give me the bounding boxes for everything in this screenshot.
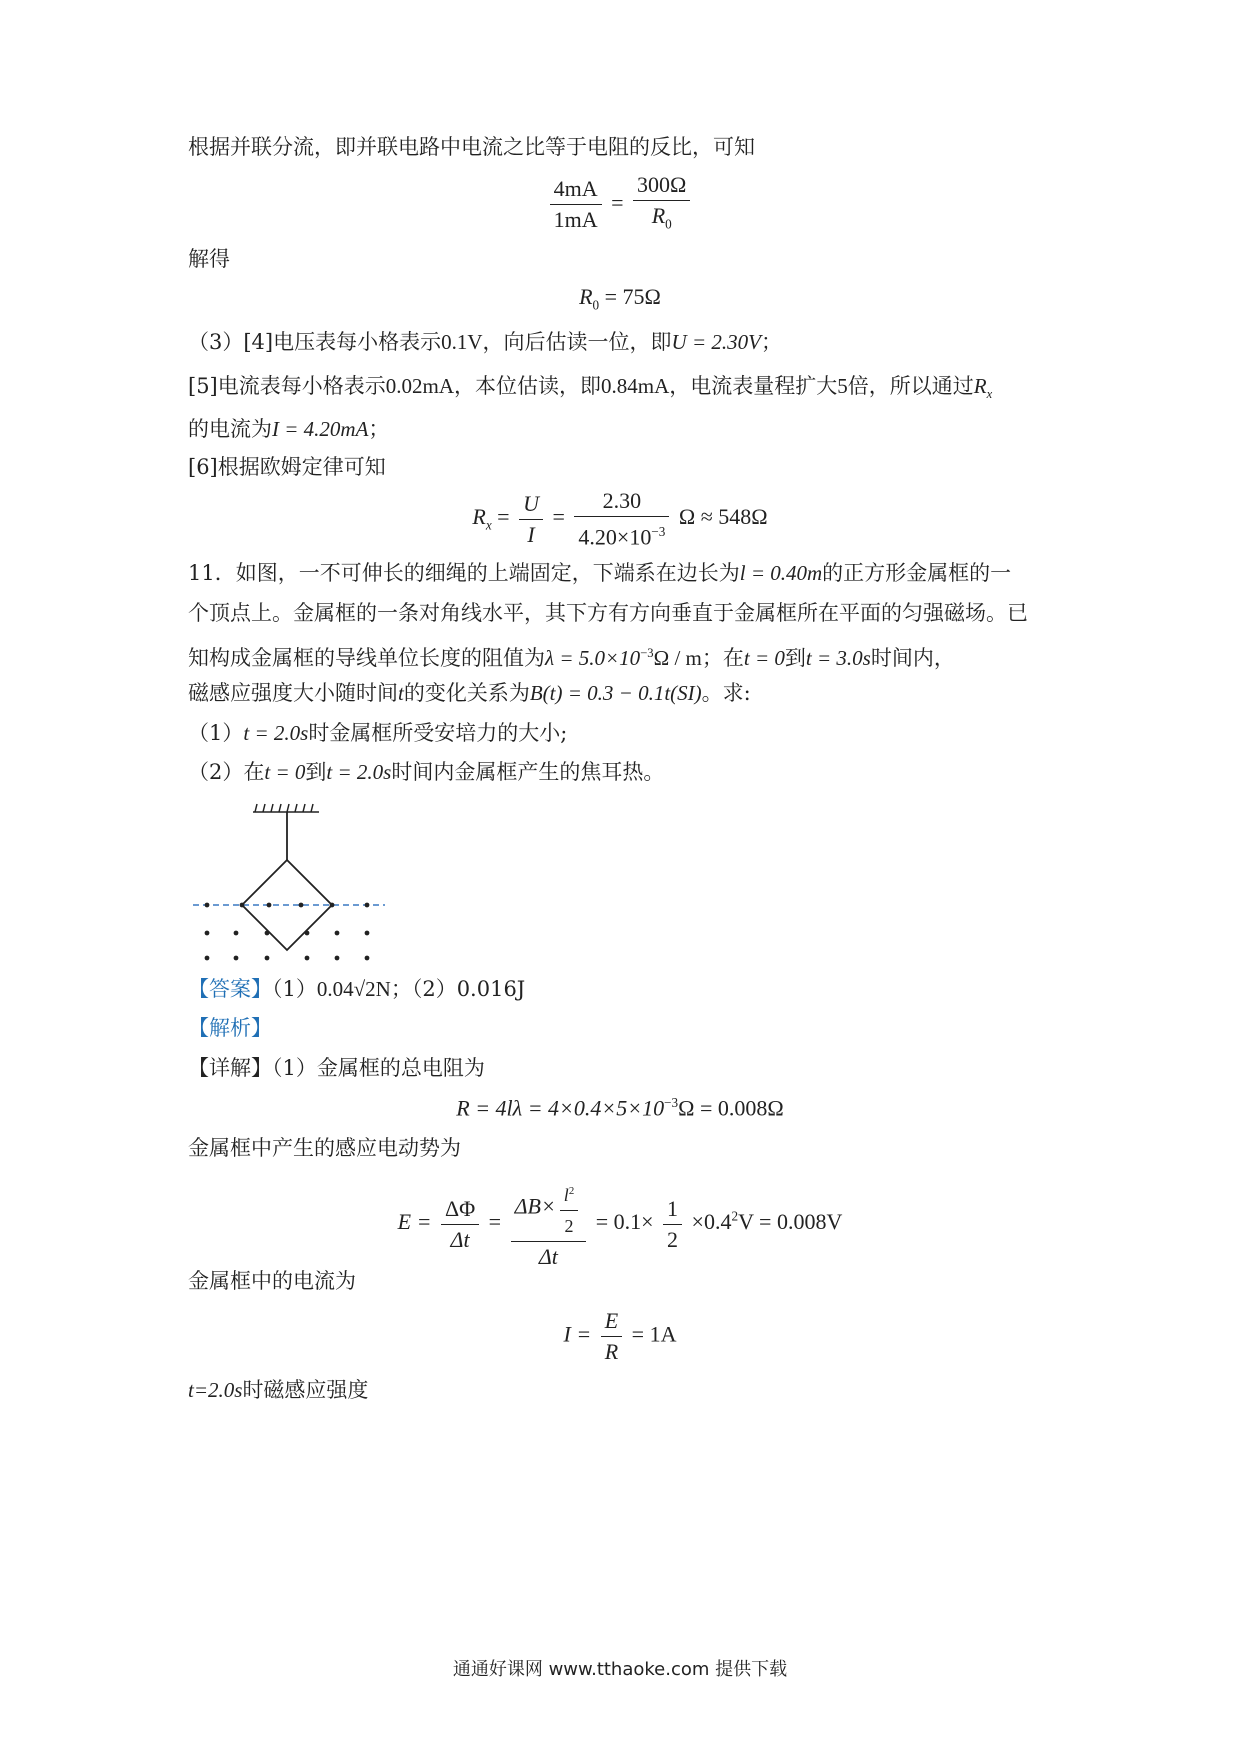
equation-r0: $R_0 = 75\Omega$ bbox=[579, 284, 661, 313]
answer-line: 【答案】（1）0.04√2N；（2）0.016J bbox=[188, 977, 526, 1001]
ceiling-hatch bbox=[253, 804, 319, 812]
analysis-label: 【解析】 bbox=[188, 1016, 272, 1040]
magnetic-field-dots bbox=[205, 903, 370, 961]
text-line: 磁感应强度大小随时间t的变化关系为B(t) = 0.3 − 0.1t(SI)。求: bbox=[188, 681, 751, 705]
frac-den: R bbox=[651, 203, 666, 228]
text-line: 金属框中的电流为 bbox=[188, 1269, 356, 1293]
frac-num: 300Ω bbox=[633, 170, 690, 201]
sub-question-1: （1）t = 2.0s时金属框所受安培力的大小; bbox=[188, 721, 568, 745]
equation-current: I = $\frac{E}{R}$ = 1A bbox=[563, 1308, 677, 1364]
text-line: 个顶点上。金属框的一条对角线水平，其下方有方向垂直于金属框所在平面的匀强磁场。已 bbox=[188, 601, 1028, 625]
text-line: t=2.0s时磁感应强度 bbox=[188, 1378, 369, 1402]
equation-emf: E = $\frac{\Delta\Phi}{\Delta t}$ = ΔB× $\frac{l^2}{2}$ Δt = 0.1× $\frac{1}{2}$ $\times 0.4^2V = 0.008V$ bbox=[0, 1176, 1240, 1272]
equation-resistance: $R = 4l\lambda = 4\times 0.4\times 5\times 10^{-3}\Omega = 0.008\Omega$ bbox=[456, 1095, 784, 1121]
equation-parallel: $\frac{4mA}{1mA}$ = $\frac{300\Omega}{R_0}$ bbox=[0, 170, 1240, 239]
equation-ohm: $R_x$ = $\frac{U}{I}$ = $\frac{2.30}{4.20\times 10^{-3}}$ Ω ≈ 548Ω bbox=[472, 488, 768, 550]
text-line: [5]电流表每小格表示0.02mA，本位估读，即0.84mA，电流表量程扩大5倍，所以通过$R_x$ bbox=[188, 374, 993, 402]
text-line: （3）[4]电压表每小格表示0.1V，向后估读一位，即U = 2.30V； bbox=[188, 330, 782, 354]
question-11: 11．如图，一不可伸长的细绳的上端固定，下端系在边长为l = 0.40m的正方形金属框的一 bbox=[188, 561, 1012, 585]
page-footer: 通通好课网 www.tthaoke.com 提供下载 bbox=[452, 1659, 788, 1680]
frac-num: 4mA bbox=[550, 174, 602, 205]
text-line: 解得 bbox=[188, 247, 230, 271]
frac-den: 1mA bbox=[553, 207, 598, 233]
sub-question-2: （2）在t = 0到t = 2.0s时间内金属框产生的焦耳热。 bbox=[188, 760, 665, 784]
text-line: 的电流为I = 4.20mA； bbox=[188, 417, 390, 441]
text-line: 知构成金属框的导线单位长度的阻值为$\lambda = 5.0\times 10^{-3}\Omega / m$；在t = 0到t = 3.0s时间内， bbox=[188, 646, 955, 670]
detail-line: 【详解】（1）金属框的总电阻为 bbox=[188, 1056, 485, 1080]
text-line: [6]根据欧姆定律可知 bbox=[188, 455, 386, 479]
text-line: 金属框中产生的感应电动势为 bbox=[188, 1136, 461, 1160]
text-line: 根据并联分流，即并联电路中电流之比等于电阻的反比，可知 bbox=[188, 135, 755, 159]
